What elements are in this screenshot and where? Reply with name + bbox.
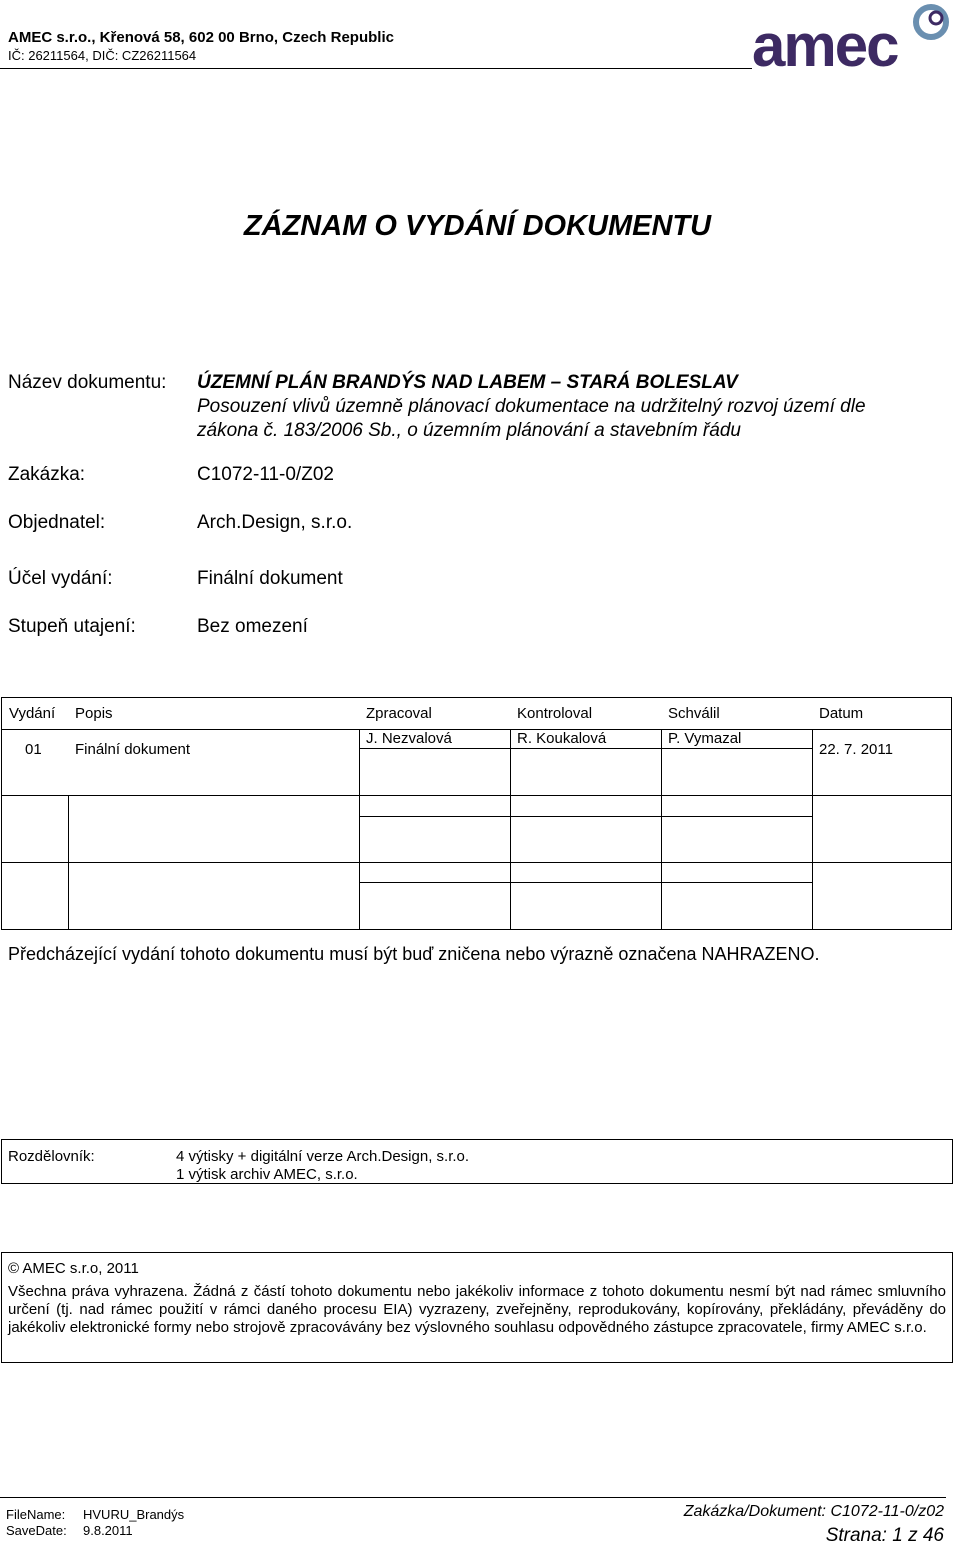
col-header-prepared: Zpracoval bbox=[366, 705, 432, 722]
row1-prepared: J. Nezvalová bbox=[366, 730, 452, 747]
table-rule bbox=[359, 729, 360, 929]
distribution-line1: 4 výtisky + digitální verze Arch.Design, s.r.o. bbox=[176, 1148, 470, 1165]
table-rule bbox=[359, 748, 812, 749]
col-header-checked: Kontroloval bbox=[517, 705, 593, 722]
row1-date: 22. 7. 2011 bbox=[819, 741, 893, 758]
distribution-label: Rozdělovník: bbox=[8, 1148, 95, 1165]
client-value: Arch.Design, s.r.o. bbox=[197, 512, 353, 533]
header-rule bbox=[0, 68, 752, 69]
filename-label: FileName: bbox=[6, 1507, 66, 1522]
doc-name-line2: Posouzení vlivů územně plánovací dokumentace na udržitelný rozvoj území dle bbox=[197, 396, 866, 417]
distribution-line2: 1 výtisk archiv AMEC, s.r.o. bbox=[176, 1166, 358, 1183]
table-rule bbox=[359, 882, 812, 883]
copyright-box bbox=[1, 1252, 953, 1363]
doc-name-line1: ÚZEMNÍ PLÁN BRANDÝS NAD LABEM – STARÁ BOLESLAV bbox=[197, 372, 738, 393]
copyright-title: © AMEC s.r.o, 2011 bbox=[8, 1260, 139, 1277]
supersede-notice: Předcházející vydání tohoto dokumentu musí být buď zničena nebo výrazně označena NAHRAZENO. bbox=[8, 944, 820, 964]
row1-issue: 01 bbox=[25, 741, 42, 758]
company-address: AMEC s.r.o., Křenová 58, 602 00 Brno, Czech Republic bbox=[8, 29, 394, 46]
doc-name-line3: zákona č. 183/2006 Sb., o územním plánování a stavebním řádu bbox=[197, 420, 741, 441]
document-reference: Zakázka/Dokument: C1072-11-0/z02 bbox=[683, 1503, 944, 1520]
doc-name-label: Název dokumentu: bbox=[8, 372, 167, 393]
order-value: C1072-11-0/Z02 bbox=[197, 464, 334, 485]
col-header-desc: Popis bbox=[75, 705, 113, 722]
savedate-value: 9.8.2011 bbox=[83, 1523, 133, 1538]
distribution-box bbox=[1, 1139, 953, 1184]
col-header-date: Datum bbox=[819, 705, 864, 722]
table-rule bbox=[68, 795, 69, 929]
row1-checked: R. Koukalová bbox=[517, 730, 607, 747]
purpose-label: Účel vydání: bbox=[8, 568, 113, 589]
row1-desc: Finální dokument bbox=[75, 741, 191, 758]
secrecy-value: Bez omezení bbox=[197, 616, 308, 637]
table-rule bbox=[510, 729, 511, 929]
col-header-issue: Vydání bbox=[9, 705, 56, 722]
table-rule bbox=[2, 729, 951, 730]
table-rule bbox=[812, 729, 813, 929]
col-header-approved: Schválil bbox=[668, 705, 720, 722]
copyright-text: Všechna práva vyhrazena. Žádná z částí tohoto dokumentu nebo jakékoliv informace z tohoto dokumentu nesmí být nad rámec smluvního určení (tj. nad rámec použití v rámci daného procesu EIA) vyzrazeny, zveřejněny, reprodukovány, kopírovány, překládány, převáděny do jakékoliv elektronické formy nebo strojově zpracovávány bez výslovného souhlasu odpovědného zástupce zpracovatele, firmy AMEC s.r.o. bbox=[8, 1283, 946, 1336]
row1-approved: P. Vymazal bbox=[668, 730, 742, 747]
amec-logo bbox=[748, 0, 960, 74]
secrecy-label: Stupeň utajení: bbox=[8, 616, 136, 637]
footer-rule bbox=[0, 1497, 946, 1498]
table-rule bbox=[2, 795, 951, 796]
table-rule bbox=[2, 862, 951, 863]
company-ids: IČ: 26211564, DIČ: CZ26211564 bbox=[8, 48, 197, 63]
logo-wordmark: amec bbox=[752, 12, 898, 74]
purpose-value: Finální dokument bbox=[197, 568, 343, 589]
page-number: Strana: 1 z 46 bbox=[825, 1525, 944, 1546]
page-title: ZÁZNAM O VYDÁNÍ DOKUMENTU bbox=[243, 210, 712, 242]
table-rule bbox=[359, 816, 812, 817]
savedate-label: SaveDate: bbox=[6, 1523, 67, 1538]
filename-value: HVURU_Brandýs bbox=[83, 1507, 185, 1522]
release-table bbox=[1, 697, 952, 930]
table-rule bbox=[661, 729, 662, 929]
client-label: Objednatel: bbox=[8, 512, 106, 533]
order-label: Zakázka: bbox=[8, 464, 86, 485]
